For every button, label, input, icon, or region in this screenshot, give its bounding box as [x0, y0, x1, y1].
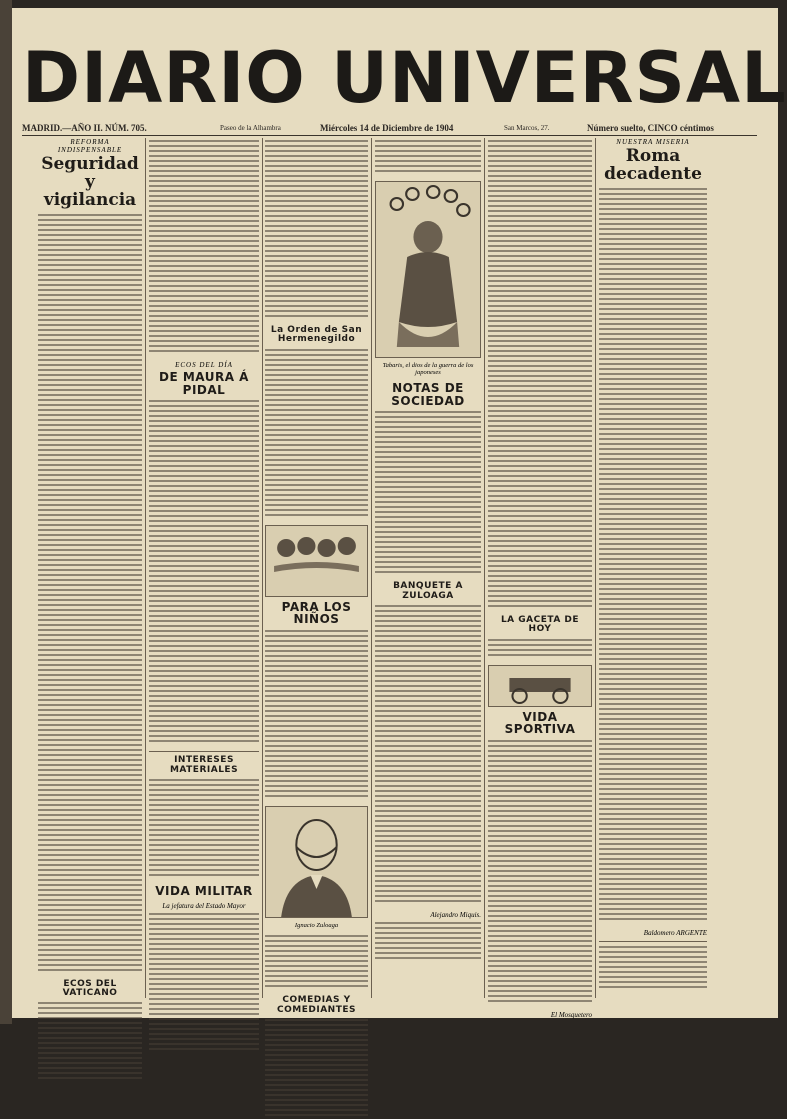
kicker: ECOS DEL DÍA: [175, 361, 233, 369]
address-right: San Marcos, 27.: [504, 124, 550, 132]
article-body: [149, 913, 259, 1053]
article-body: [265, 349, 368, 519]
portrait-caption: Ignacio Zuloaga: [294, 922, 339, 930]
article-body: [265, 1019, 368, 1119]
article-body: [375, 922, 481, 962]
article-body: [488, 740, 592, 1005]
illustration-title: VIDA SPORTIVA: [504, 709, 576, 737]
column-6: [599, 138, 707, 998]
article-body: [149, 140, 259, 355]
column-4: [375, 138, 481, 998]
section-title: INTERESES MATERIALES: [169, 755, 239, 775]
masthead-title: DIARIO UNIVERSAL: [22, 37, 787, 119]
page-edge: [0, 0, 12, 1024]
article-body: [265, 140, 368, 320]
headline: Seguridad y vigilancia: [41, 154, 139, 210]
illustration-title: PARA LOS NIÑOS: [281, 599, 352, 627]
section-title: ECOS DEL VATICANO: [62, 978, 118, 998]
column-5: [488, 138, 592, 1020]
section-title: VIDA MILITAR: [155, 884, 253, 899]
article-body: [265, 935, 368, 990]
kicker: REFORMA INDISPENSABLE: [57, 138, 123, 154]
illustration-caption: Tabaris, el dios de la guerra de los japoneses: [382, 362, 474, 376]
issue-number: MADRID.—AÑO II. NÚM. 705.: [22, 123, 147, 133]
section-title: La Orden de San Hermenegildo: [270, 325, 363, 345]
headline: Roma decadente: [604, 146, 702, 184]
section-title: NOTAS DE SOCIEDAD: [391, 381, 465, 408]
kicker: NUESTRA MISERIA: [616, 138, 690, 146]
signature: El Mosquetero: [550, 1011, 592, 1020]
column-2: [149, 138, 259, 998]
article-body: [488, 639, 592, 659]
column-rule: [145, 138, 146, 998]
article-body: [375, 411, 481, 576]
article-body: [38, 1002, 142, 1082]
section-title: LA GACETA DE HOY: [500, 615, 580, 635]
portrait-illustration: [265, 806, 368, 918]
address-left: Paseo de la Alhambra: [220, 124, 281, 132]
section-title: BANQUETE A ZULOAGA: [393, 581, 463, 601]
headline: DE MAURA Á PIDAL: [159, 370, 249, 397]
column-3: [265, 138, 368, 1015]
section-title: COMEDIAS Y COMEDIANTES: [277, 995, 356, 1015]
article-body: [265, 630, 368, 800]
column-rule: [595, 138, 596, 998]
subheading: La jefatura del Estado Mayor: [162, 901, 246, 910]
deity-illustration: [375, 181, 481, 358]
column-rule: [484, 138, 485, 998]
issue-date: Miércoles 14 de Diciembre de 1904: [320, 123, 454, 133]
article-body: [149, 779, 259, 879]
price-text: Número suelto, CINCO céntimos: [587, 123, 714, 133]
column-1: [38, 138, 142, 998]
car-illustration: [488, 665, 592, 707]
article-body: [488, 140, 592, 610]
article-body: [599, 188, 707, 923]
article-body: [375, 140, 481, 175]
column-rule: [262, 138, 263, 998]
column-rule: [371, 138, 372, 998]
article-body: [38, 214, 142, 974]
article-body: [599, 946, 707, 991]
article-body: [149, 400, 259, 745]
divider: [599, 941, 707, 942]
signature: Baldomero ARGENTE: [643, 928, 707, 937]
children-illustration: [265, 525, 368, 597]
dateline-bar: [22, 121, 757, 136]
article-body: [375, 605, 481, 905]
signature: Alejandro Miquis.: [430, 911, 481, 920]
divider: [149, 751, 259, 752]
